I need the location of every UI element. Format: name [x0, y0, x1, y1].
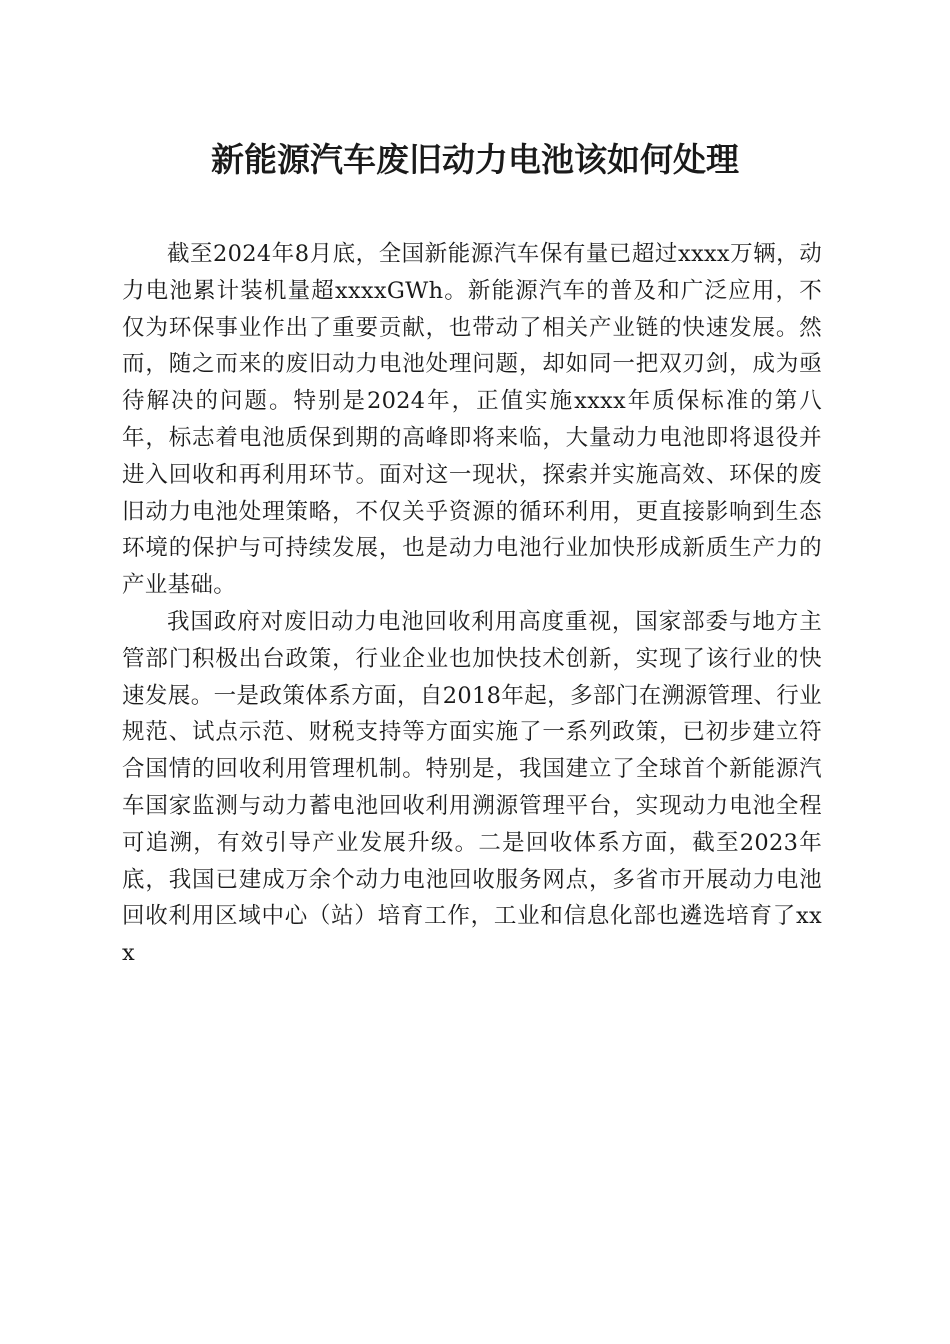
paragraph-1: 截至2024年8月底，全国新能源汽车保有量已超过xxxx万辆，动力电池累计装机量超xxxxGWh。新能源汽车的普及和广泛应用，不仅为环保事业作出了重要贡献，也带动了相关产业链的快速发展。然而，随之而来的废旧动力电池处理问题，却如同一把双刃剑，成为亟待解决的问题。特别是2024年，正值实施xxxx年质保标准的第八年，标志着电池质保到期的高峰即将来临，大量动力电池即将退役并进入回收和再利用环节。面对这一现状，探索并实施高效、环保的废旧动力电池处理策略，不仅关乎资源的循环利用，更直接影响到生态环境的保护与可持续发展，也是动力电池行业加快形成新质生产力的产业基础。 [122, 241, 822, 599]
document-title: 新能源汽车废旧动力电池该如何处理 [211, 140, 739, 179]
paragraph-2: 我国政府对废旧动力电池回收利用高度重视，国家部委与地方主管部门积极出台政策，行业企业也加快技术创新，实现了该行业的快速发展。一是政策体系方面，自2018年起，多部门在溯源管理、行业规范、试点示范、财税支持等方面实施了一系列政策，已初步建立符合国情的回收利用管理机制。特别是，我国建立了全球首个新能源汽车国家监测与动力蓄电池回收利用溯源管理平台，实现动力电池全程可追溯，有效引导产业发展升级。二是回收体系方面，截至2023年底，我国已建成万余个动力电池回收服务网点，多省市开展动力电池回收利用区域中心（站）培育工作，工业和信息化部也遴选培育了xxx [122, 608, 822, 967]
document-body [122, 236, 822, 972]
